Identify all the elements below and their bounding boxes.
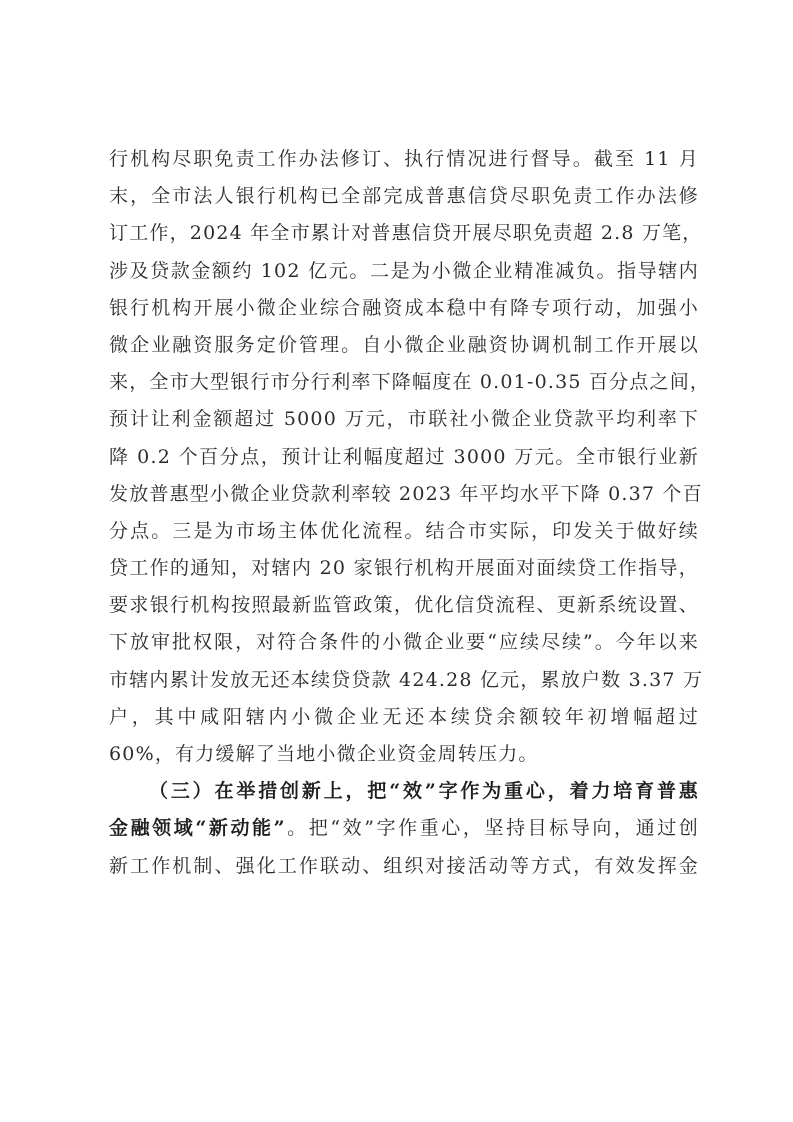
text-line: 新工作机制、强化工作联动、组织对接活动等方式，有效发挥金: [109, 854, 699, 877]
text-line: 下放审批权限，对符合条件的小微企业要“应续尽续”。今年以来: [109, 631, 699, 654]
section-body-start: 。把“效”字作重心，坚持目标导向，通过创: [285, 817, 699, 840]
text-line: [109, 810, 699, 847]
text-line: 预计让利金额超过 5000 万元，市联社小微企业贷款平均利率下: [109, 408, 699, 431]
text-line: 降 0.2 个百分点，预计让利幅度超过 3000 万元。全市银行业新: [109, 445, 699, 468]
text-line: 要求银行机构按照最新监管政策，优化信贷流程、更新系统设置、: [109, 594, 699, 617]
text-line: 市辖内累计发放无还本续贷贷款 424.28 亿元，累放户数 3.37 万: [109, 668, 704, 691]
paragraph-1: [109, 141, 711, 773]
section-heading-continued: 金融领域“新动能”: [109, 817, 286, 840]
text-line: 户，其中咸阳辖内小微企业无还本续贷余额较年初增幅超过: [109, 705, 699, 728]
text-line: 末，全市法人银行机构已全部完成普惠信贷尽职免责工作办法修: [109, 185, 699, 208]
text-line: 60%，有力缓解了当地小微企业资金周转压力。: [109, 743, 539, 765]
text-line: 分点。三是为市场主体优化流程。结合市实际，印发关于做好续: [109, 519, 699, 542]
text-line: 行机构尽职免责工作办法修订、执行情况进行督导。截至 11 月: [109, 148, 699, 170]
text-line: 来，全市大型银行市分行利率下降幅度在 0.01-0.35 百分点之间，: [109, 371, 711, 394]
text-line: 发放普惠型小微企业贷款利率较 2023 年平均水平下降 0.37 个百: [109, 482, 703, 505]
body-text: [109, 141, 711, 885]
text-line: 银行机构开展小微企业综合融资成本稳中有降专项行动，加强小: [109, 296, 699, 319]
text-line: 贷工作的通知，对辖内 20 家银行机构开展面对面续贷工作指导，: [109, 557, 699, 580]
section-heading: （三）在举措创新上，把“效”字作为重心，着力培育普惠: [149, 780, 699, 803]
text-line: 订工作，2024 年全市累计对普惠信贷开展尽职免责超 2.8 万笔，: [109, 222, 703, 245]
paragraph-2: [109, 773, 699, 885]
text-line: 涉及贷款金额约 102 亿元。二是为小微企业精准减负。指导辖内: [109, 259, 699, 282]
text-line: 微企业融资服务定价管理。自小微企业融资协调机制工作开展以: [109, 333, 699, 356]
